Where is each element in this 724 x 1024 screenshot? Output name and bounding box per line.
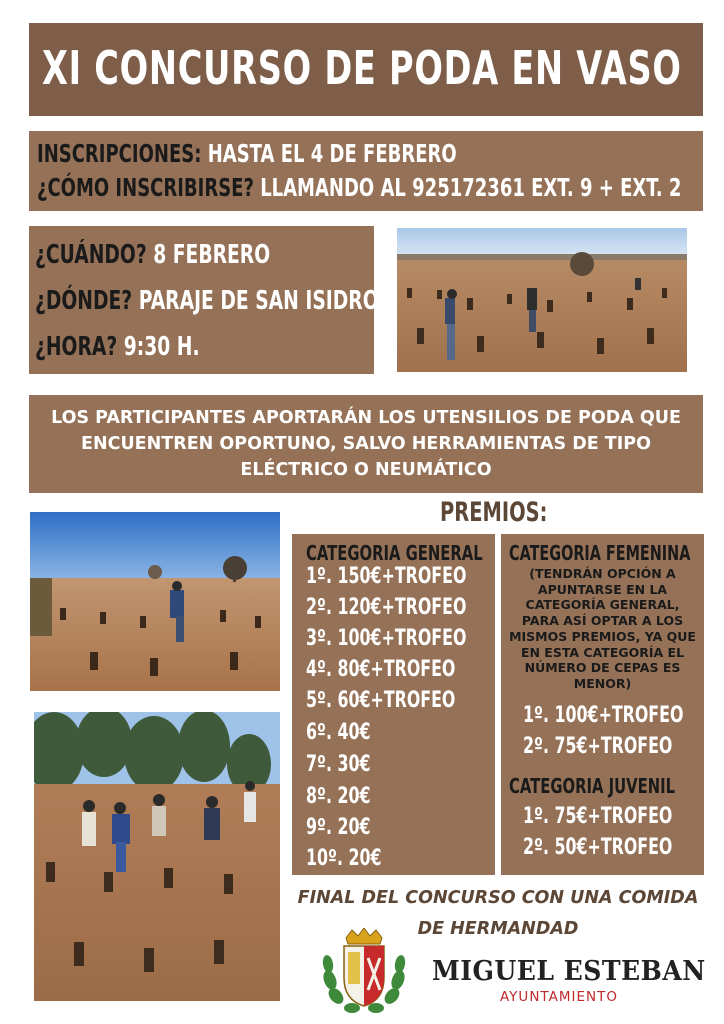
event-details-box [29, 226, 379, 374]
youth-category-title: CATEGORIA JUVENIL [509, 774, 676, 798]
registration-deadline: HASTA EL 4 DE FEBRERO [207, 139, 457, 168]
where-label: ¿DÓNDE? [35, 286, 133, 316]
general-prize-row: 4º. 80€+TROFEO [306, 657, 456, 682]
general-category-box [292, 534, 495, 875]
general-prize-row: 5º. 60€+TROFEO [306, 688, 456, 713]
general-prize-row: 10º. 20€ [306, 846, 382, 871]
when-label: ¿CUÁNDO? [35, 240, 147, 270]
where-value: PARAJE DE SAN ISIDRO [138, 286, 379, 316]
time-line [35, 332, 200, 362]
women-category-note: (TENDRÁN OPCIÓN A APUNTARSE EN LA CATEGORÍA GENERAL, PARA ASÍ OPTAR A LOS MISMOS PREMIOS, YA QUE EN ESTA CATEGORÍA EL NÚMERO DE CEPAS ES MENOR) [509, 566, 696, 691]
prizes-heading: PREMIOS: [440, 497, 548, 528]
general-category-title: CATEGORIA GENERAL [306, 541, 483, 565]
general-prize-row: 1º. 150€+TROFEO [306, 564, 467, 589]
women-prize-row: 1º. 100€+TROFEO [523, 703, 684, 728]
women-prize-row: 2º. 75€+TROFEO [523, 734, 673, 759]
registration-box [29, 131, 703, 211]
page-title: XI CONCURSO DE PODA EN VASO [42, 41, 682, 95]
how-to-register-label: ¿CÓMO INSCRIBIRSE? [37, 173, 254, 202]
time-value: 9:30 H. [123, 332, 200, 362]
tools-notice: LOS PARTICIPANTES APORTARÁN LOS UTENSILIOS DE PODA QUE ENCUENTREN OPORTUNO, SALVO HERRAMIENTAS DE TIPO ELÉCTRICO O NEUMÁTICO [51, 408, 681, 480]
vineyard-photo-bottom [34, 712, 280, 1001]
notice-box [29, 395, 703, 493]
registration-label: INSCRIPCIONES: [37, 139, 202, 168]
general-prize-row: 8º. 20€ [306, 784, 371, 809]
general-prize-row: 3º. 100€+TROFEO [306, 626, 467, 651]
women-youth-category-box [501, 534, 704, 875]
registration-method-line [37, 173, 681, 202]
youth-prize-row: 1º. 75€+TROFEO [523, 804, 673, 829]
vineyard-photo-top [397, 228, 687, 372]
time-label: ¿HORA? [35, 332, 118, 362]
general-prize-row: 6º. 40€ [306, 720, 371, 745]
municipality-name: MIGUEL ESTEBAN [432, 956, 706, 987]
municipality-logo [432, 956, 724, 1005]
general-prize-row: 2º. 120€+TROFEO [306, 595, 467, 620]
municipality-subtitle: AYUNTAMIENTO [500, 989, 618, 1005]
women-category-title: CATEGORIA FEMENINA [509, 541, 691, 565]
youth-prize-row: 2º. 50€+TROFEO [523, 835, 673, 860]
closing-message: FINAL DEL CONCURSO CON UNA COMIDA DE HERMANDAD [297, 888, 699, 939]
vineyard-photo-middle [30, 512, 280, 691]
when-value: 8 FEBRERO [153, 240, 271, 270]
when-line [35, 240, 270, 270]
coat-of-arms-icon [318, 928, 410, 1018]
general-prize-row: 7º. 30€ [306, 752, 371, 777]
title-banner [29, 23, 703, 116]
general-prize-row: 9º. 20€ [306, 815, 371, 840]
where-line [35, 286, 379, 316]
registration-phone: LLAMANDO AL 925172361 EXT. 9 + EXT. 2 [260, 173, 682, 202]
registration-deadline-line [37, 139, 457, 168]
